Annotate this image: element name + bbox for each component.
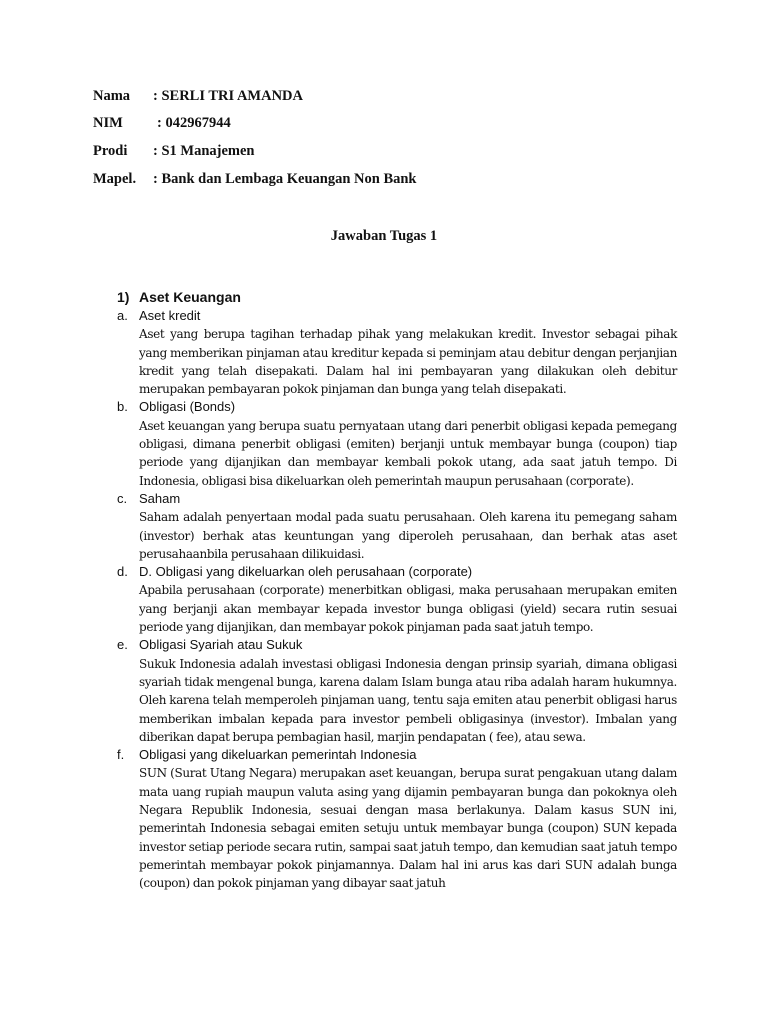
item-body: SUN (Surat Utang Negara) merupakan aset keuangan, berupa surat pengakuan utang dalam mata uang rupiah maupun valuta asing yang dijamin pembayaran bunga dan pokoknya oleh Negara Republik Indonesia, sesuai dengan masa berlakunya. Dalam kasus SUN ini, pemerintah Indonesia sebagai emiten setuju untuk membayar bunga (coupon) SUN kepada investor setiap periode secara rutin, sampai saat jatuh tempo, dan kemudian saat jatuh tempo pemerintah membayar pokok pinjamannya. Dalam hal ini arus kas dari SUN adalah bunga (coupon) dan pokok pinjaman yang dibayar saat jatuh bbox=[139, 766, 677, 891]
list-item-c bbox=[117, 490, 677, 563]
item-letter: b. bbox=[117, 399, 128, 415]
list-item-b bbox=[117, 398, 677, 489]
item-body: Apabila perusahaan (corporate) menerbitkan obligasi, maka perusahaan merupakan emiten yang berjanji akan membayar kepada investor bunga obligasi (yield) secara rutin sesuai periode yang dijanjikan, dan membayar pokok pinjaman pada saat jatuh tempo. bbox=[139, 583, 677, 635]
item-heading: Obligasi (Bonds) bbox=[139, 399, 236, 415]
prodi-label: Prodi bbox=[93, 143, 128, 159]
item-body: Sukuk Indonesia adalah investasi obligasi Indonesia dengan prinsip syariah, dimana obligasi syariah tidak mengenal bunga, karena dalam Islam bunga atau riba adalah haram hukumnya. Oleh karena telah memperoleh pinjaman uang, tentu saja emiten atau penerbit obligasi harus memberikan imbalan kepada para investor pembeli obligasinya (investor). Imbalan yang diberikan dapat berupa pembagian hasil, marjin pendapatan ( fee), atau sewa. bbox=[139, 656, 677, 744]
mapel-value: : Bank dan Lembaga Keuangan Non Bank bbox=[153, 171, 417, 187]
nama-label: Nama bbox=[93, 88, 131, 104]
item-heading: D. Obligasi yang dikeluarkan oleh perusahaan (corporate) bbox=[139, 564, 473, 580]
item-heading: Saham bbox=[139, 490, 181, 506]
nim-value: : 042967944 bbox=[157, 115, 231, 131]
item-list bbox=[117, 307, 677, 893]
document-title: Jawaban Tugas 1 bbox=[330, 228, 438, 244]
list-item-a bbox=[117, 307, 677, 398]
nama-value: : SERLI TRI AMANDA bbox=[153, 88, 303, 104]
item-letter: f. bbox=[117, 747, 125, 763]
section-heading bbox=[117, 289, 241, 305]
item-letter: c. bbox=[117, 490, 128, 506]
list-item-e bbox=[117, 636, 677, 746]
section-number: 1) bbox=[117, 289, 130, 305]
item-heading: Obligasi yang dikeluarkan pemerintah Indonesia bbox=[139, 747, 417, 763]
section-title: Aset Keuangan bbox=[139, 289, 241, 305]
mapel-label: Mapel. bbox=[93, 171, 137, 187]
item-body: Aset keuangan yang berupa suatu pernyataan utang dari penerbit obligasi kepada pemegang obligasi, dimana penerbit obligasi (emiten) berjanji untuk membayar bunga (coupon) tiap periode yang dijanjikan dan membayar kembali pokok utang, ada saat jatuh tempo. Di Indonesia, obligasi bisa dikeluarkan oleh pemerintah maupun perusahaan (corporate). bbox=[139, 418, 677, 488]
list-item-d bbox=[117, 563, 677, 636]
prodi-value: : S1 Manajemen bbox=[153, 143, 255, 159]
item-body: Saham adalah penyertaan modal pada suatu perusahaan. Oleh karena itu pemegang saham (investor) berhak atas keuntungan yang diperoleh perusahaan, dan berhak atas aset perusahaanbila perusahaan dilikuidasi. bbox=[139, 510, 677, 561]
item-letter: a. bbox=[117, 308, 128, 323]
item-letter: d. bbox=[117, 564, 128, 580]
item-letter: e. bbox=[117, 637, 128, 653]
item-body: Aset yang berupa tagihan terhadap pihak yang melakukan kredit. Investor sebagai pihak yang memberikan pinjaman atau kreditur kepada si peminjam atau debitur dengan perjanjian kredit yang telah disepakati. Dalam hal ini pembayaran yang dilakukan oleh debitur merupakan pembayaran pokok pinjaman dan bunga yang telah disepakati. bbox=[139, 327, 677, 397]
item-heading: Aset kredit bbox=[139, 308, 201, 323]
item-heading: Obligasi Syariah atau Sukuk bbox=[139, 637, 303, 653]
nim-label: NIM bbox=[93, 115, 123, 131]
list-item-f bbox=[117, 746, 677, 892]
